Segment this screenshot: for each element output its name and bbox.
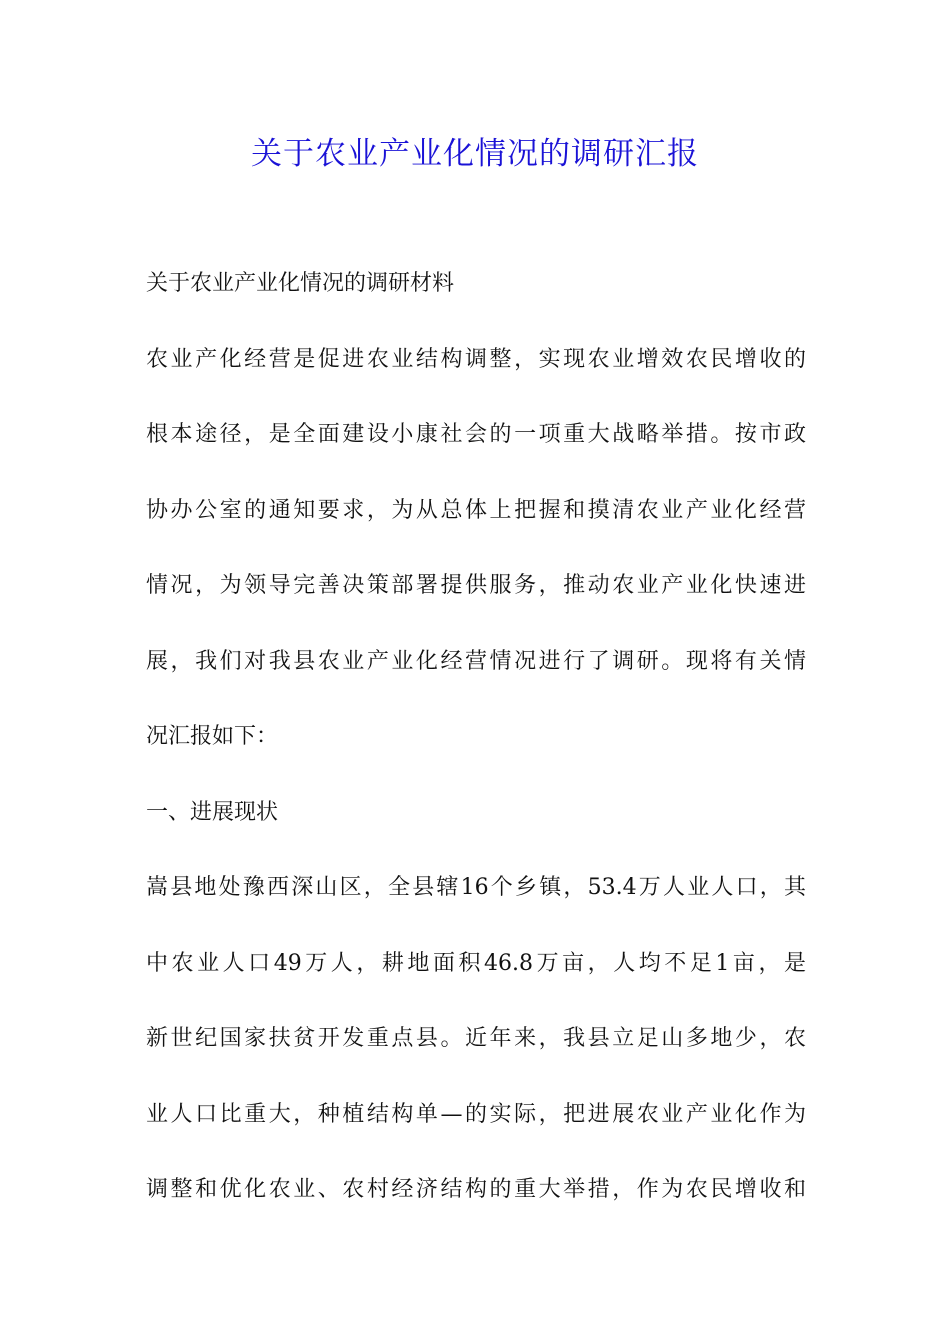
paragraph-line: 新世纪国家扶贫开发重点县。近年来，我县立足山多地少，农 — [146, 1026, 806, 1051]
document-title: 关于农业产业化情况的调研汇报 — [251, 136, 699, 172]
document-body — [146, 261, 806, 1243]
section-heading: 一、进展现状 — [146, 799, 279, 825]
paragraph-line: 业人口比重大，种植结构单—的实际，把进展农业产业化作为 — [146, 1101, 806, 1127]
paragraph-line: 农业产化经营是促进农业结构调整，实现农业增效农民增收的 — [146, 346, 806, 372]
paragraph-line: 根本途径，是全面建设小康社会的一项重大战略举措。按市政 — [146, 422, 806, 447]
paragraph-line: 协办公室的通知要求，为从总体上把握和摸清农业产业化经营 — [146, 497, 806, 523]
document-subtitle: 关于农业产业化情况的调研材料 — [146, 271, 455, 296]
paragraph-line: 中农业人口49万人，耕地面积46.8万亩，人均不足1亩，是 — [146, 950, 806, 976]
paragraph-line: 情况，为领导完善决策部署提供服务，推动农业产业化快速进 — [146, 573, 806, 598]
paragraph-line: 嵩县地处豫西深山区，全县辖16个乡镇，53.4万人业人口，其 — [146, 875, 806, 900]
paragraph-line: 况汇报如下： — [146, 724, 279, 749]
paragraph-line: 展，我们对我县农业产业化经营情况进行了调研。现将有关情 — [146, 648, 806, 674]
paragraph-line: 调整和优化农业、农村经济结构的重大举措，作为农民增收和 — [146, 1177, 806, 1202]
